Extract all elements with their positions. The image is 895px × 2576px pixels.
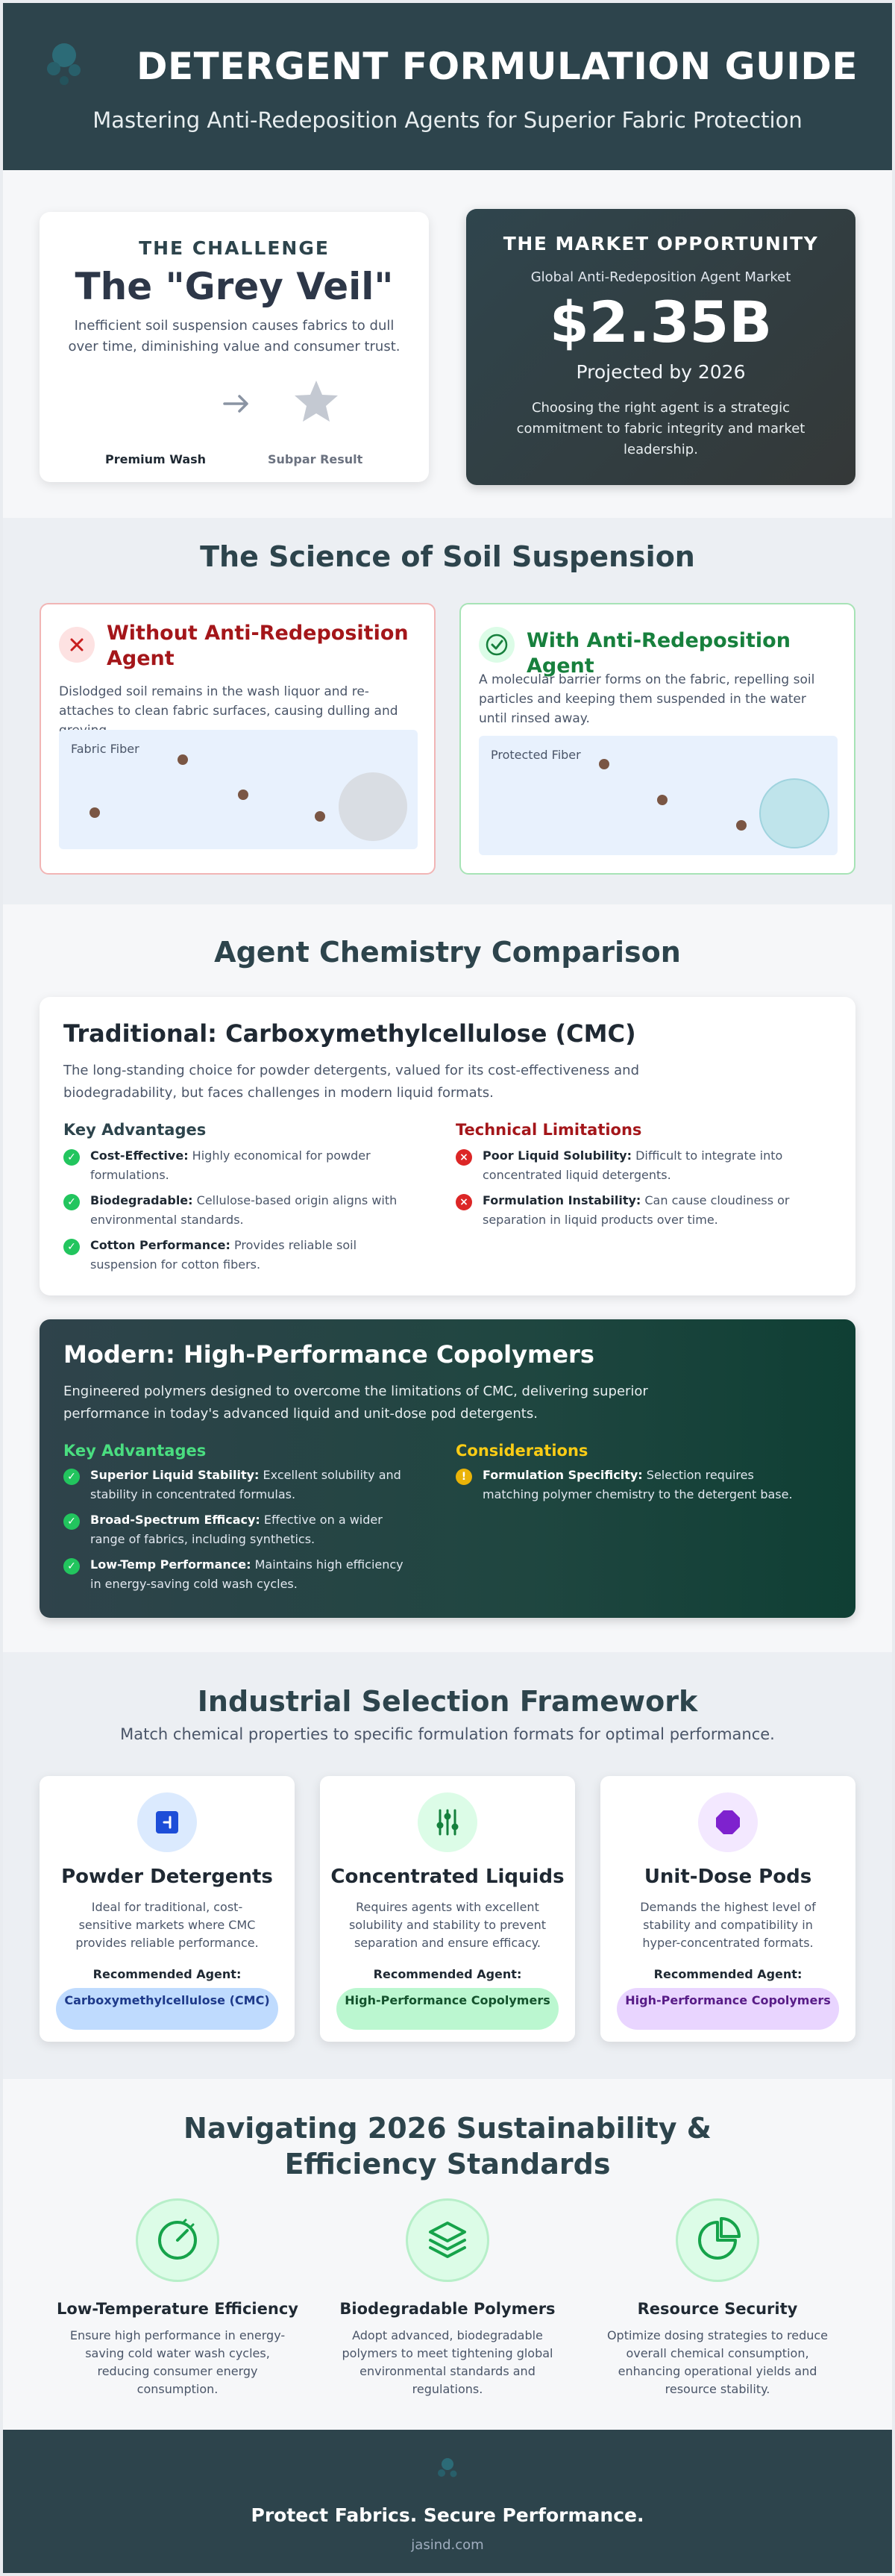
with-agent-panel xyxy=(459,603,855,875)
sustainability-title: Navigating 2026 Sustainability & Efficiency Standards xyxy=(183,2112,712,2180)
list-item: × Formulation Instability: Can cause cloudiness or separation in liquid products over time. xyxy=(456,1191,806,1230)
warning-icon: ! xyxy=(456,1469,472,1485)
liquids-agent-badge: High-Performance Copolymers xyxy=(336,1988,559,2030)
copolymer-title: Modern: High-Performance Copolymers xyxy=(63,1340,594,1369)
sustainability-item-description: Adopt advanced, biodegradable polymers to meet tightening global environmental standards and regulations. xyxy=(342,2328,553,2396)
powder-agent-badge: Carboxymethylcellulose (CMC) xyxy=(56,1988,278,2030)
gauge-icon xyxy=(136,2198,219,2282)
cmc-description: The long-standing choice for powder detergents, valued for its cost-effectiveness and biodegradability, but faces challenges in modern liquid formats. xyxy=(63,1063,640,1101)
chemistry-title: Agent Chemistry Comparison xyxy=(214,936,681,969)
cmc-advantages-heading: Key Advantages xyxy=(63,1121,207,1139)
check-circle-icon xyxy=(479,627,515,663)
without-agent-description: Dislodged soil remains in the wash liquor and re-attaches to clean fabric surfaces, causing dulling and xyxy=(59,684,398,719)
powder-box-icon xyxy=(137,1792,197,1852)
liquids-title: Concentrated Liquids xyxy=(330,1866,565,1888)
sustainability-item-description: Optimize dosing strategies to reduce overall chemical consumption, enhancing operational yields and resource stability. xyxy=(606,2328,829,2396)
check-icon: ✓ xyxy=(63,1149,80,1166)
market-value: $2.35B xyxy=(549,289,773,355)
science-title: The Science of Soil Suspension xyxy=(200,540,695,573)
fabric-fiber-label: Fabric Fiber xyxy=(71,742,139,756)
fabric-fiber-diagram xyxy=(59,730,418,849)
cmc-title: Traditional: Carboxymethylcellulose (CMC) xyxy=(63,1019,636,1048)
footer-tagline: Protect Fabrics. Secure Performance. xyxy=(251,2504,644,2526)
check-icon: ✓ xyxy=(63,1513,80,1530)
pods-title: Unit-Dose Pods xyxy=(644,1866,812,1888)
page-subtitle: Mastering Anti-Redeposition Agents for Superior Fabric Protection xyxy=(92,107,803,133)
list-item: ✓ Superior Liquid Stability: Excellent solubility and stability in concentrated formulas. xyxy=(63,1466,414,1504)
arrow-right-icon xyxy=(222,393,251,415)
challenge-description: Inefficient soil suspension causes fabrics to dull over time, diminishing value and consumer trust. xyxy=(68,318,401,354)
list-item: ! Formulation Specificity: Selection requires matching polymer chemistry to the detergent base. xyxy=(456,1466,806,1504)
recommended-label: Recommended Agent: xyxy=(92,1967,242,1981)
page-title: DETERGENT FORMULATION GUIDE xyxy=(136,45,858,88)
cmc-card xyxy=(40,997,855,1295)
market-note: Choosing the right agent is a strategic commitment to fabric integrity and market leadership. xyxy=(516,400,806,457)
sustainability-item-title: Biodegradable Polymers xyxy=(339,2300,556,2318)
protected-fiber-diagram xyxy=(479,736,838,855)
recommended-label: Recommended Agent: xyxy=(653,1967,803,1981)
liquids-card xyxy=(320,1776,575,2042)
sliders-icon xyxy=(418,1792,477,1852)
cmc-limitations-heading: Technical Limitations xyxy=(456,1121,642,1139)
market-projection: Projected by 2026 xyxy=(576,361,746,383)
pods-description: Demands the highest level of stability and compatibility in hyper-concentrated formats. xyxy=(640,1900,816,1950)
challenge-kicker: THE CHALLENGE xyxy=(139,237,330,259)
list-item: × Poor Liquid Solubility: Difficult to integrate into concentrated liquid detergents. xyxy=(456,1146,806,1185)
copolymer-advantages-heading: Key Advantages xyxy=(63,1442,207,1460)
pod-icon xyxy=(698,1792,758,1852)
without-agent-title: Without Anti-Redeposition Agent xyxy=(107,622,409,670)
footer xyxy=(3,2430,892,2573)
recommended-label: Recommended Agent: xyxy=(373,1967,522,1981)
with-agent-description: A molecular barrier forms on the fabric, repelling soil particles and keeping them suspended in the water until rinsed away. xyxy=(479,672,815,726)
science-section xyxy=(3,518,892,904)
pods-agent-badge: High-Performance Copolymers xyxy=(617,1988,839,2030)
premium-wash-label: Premium Wash xyxy=(105,452,207,466)
powder-card xyxy=(40,1776,295,2042)
liquids-description: Requires agents with excellent solubility and stability to prevent separation and ensure efficacy. xyxy=(348,1900,547,1950)
check-icon: ✓ xyxy=(63,1194,80,1210)
infographic-page xyxy=(3,3,892,2573)
pie-chart-icon xyxy=(676,2198,759,2282)
without-agent-panel xyxy=(40,603,436,875)
list-item: ✓ Cost-Effective: Highly economical for powder formulations. xyxy=(63,1146,414,1185)
header-banner xyxy=(3,3,892,170)
sustainability-item-title: Low-Temperature Efficiency xyxy=(57,2300,298,2318)
list-item: ✓ Broad-Spectrum Efficacy: Effective on a wider range of fabrics, including synthetics. xyxy=(63,1510,414,1549)
x-icon: × xyxy=(456,1194,472,1210)
subpar-result-label: Subpar Result xyxy=(268,452,363,466)
with-agent-title: With Anti-Redeposition Agent xyxy=(527,629,791,678)
sustainability-section xyxy=(3,2079,892,2430)
check-icon: ✓ xyxy=(63,1469,80,1485)
considerations-heading: Considerations xyxy=(456,1442,588,1460)
copolymer-description: Engineered polymers designed to overcome the limitations of CMC, delivering superior performance in today's advanced liquid and unit-dose pod detergents. xyxy=(63,1384,648,1422)
x-icon: × xyxy=(456,1149,472,1166)
close-circle-icon xyxy=(59,627,95,663)
list-item: ✓ Low-Temp Performance: Maintains high efficiency in energy-saving cold wash cycles. xyxy=(63,1555,414,1594)
protected-fiber-label: Protected Fiber xyxy=(491,748,581,762)
challenge-headline: The "Grey Veil" xyxy=(75,265,394,308)
molecule-logo-icon xyxy=(36,33,95,93)
framework-title: Industrial Selection Framework xyxy=(197,1685,698,1718)
check-icon: ✓ xyxy=(63,1558,80,1575)
list-item: ✓ Cotton Performance: Provides reliable soil suspension for cotton fibers. xyxy=(63,1236,414,1275)
market-caption: Global Anti-Redeposition Agent Market xyxy=(530,269,791,285)
check-icon: ✓ xyxy=(63,1239,80,1255)
layers-icon xyxy=(406,2198,489,2282)
copolymer-card xyxy=(40,1319,855,1618)
challenge-card xyxy=(40,212,429,482)
list-item: ✓ Biodegradable: Cellulose-based origin aligns with environmental standards. xyxy=(63,1191,414,1230)
framework-subtitle: Match chemical properties to specific formulation formats for optimal performance. xyxy=(120,1725,775,1743)
star-icon xyxy=(292,378,341,425)
powder-title: Powder Detergents xyxy=(61,1866,273,1888)
market-card xyxy=(466,209,855,485)
sustainability-item-title: Resource Security xyxy=(637,2300,798,2318)
chemistry-section xyxy=(3,904,892,1652)
molecule-logo-icon xyxy=(431,2452,464,2485)
pods-card xyxy=(600,1776,855,2042)
framework-section xyxy=(3,1652,892,2079)
market-kicker: THE MARKET OPPORTUNITY xyxy=(503,233,819,254)
sustainability-item-description: Ensure high performance in energy-saving cold water wash cycles, reducing consumer energy consumption. xyxy=(69,2328,286,2396)
powder-description: Ideal for traditional, cost-sensitive markets where CMC provides reliable performance. xyxy=(75,1900,259,1950)
footer-site-link[interactable]: jasind.com xyxy=(411,2537,484,2553)
challenge-market-section xyxy=(3,170,892,518)
